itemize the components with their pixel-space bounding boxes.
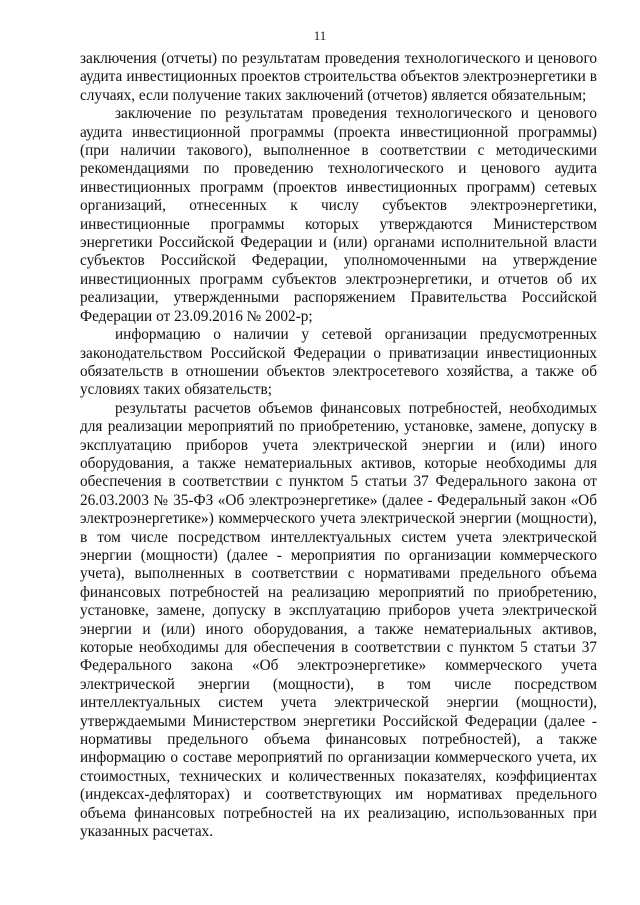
page-number: 11	[313, 28, 327, 43]
paragraph-privatization-obligations: информацию о наличии у сетевой организации предусмотренных законодательством Российской Федерации о приватизации инвестиционных обязательств в отношении объектов электросетевого хозяйства, а также об условиях таких обязательств;	[80, 326, 597, 399]
document-body	[80, 50, 597, 841]
paragraph-audit-conclusions: заключения (отчеты) по результатам проведения технологического и ценового аудита инвестиционных проектов строительства объектов электроэнергетики в случаях, если получение таких заключений (отчетов) является обязательным;	[80, 50, 597, 104]
paragraph-metering-financial-calculations: результаты расчетов объемов финансовых потребностей, необходимых для реализации мероприятий по приобретению, установке, замене, допуску в эксплуатацию приборов учета электрической энергии и (или) иного оборудования, а также нематериальных активов, которые необходимы для обеспечения в соответствии с пунктом 5 статьи 37 Федерального закона от 26.03.2003 № 35-ФЗ «Об электроэнергетике» (далее - Федеральный закон «Об электроэнергетике») коммерческого учета электрической энергии (мощности), в том числе посредством интеллектуальных систем учета электрической энергии (мощности) (далее - мероприятия по организации коммерческого учета), выполненных в соответствии с нормативами предельного объема финансовых потребностей на реализацию мероприятий по приобретению, установке, замене, допуску в эксплуатацию приборов учета электрической энергии и (или) иного оборудования, а также нематериальных активов, которые необходимы для обеспечения в соответствии с пунктом 5 статьи 37 Федерального закона «Об электроэнергетике» коммерческого учета электрической энергии (мощности), в том числе посредством интеллектуальных систем учета электрической энергии (мощности), утверждаемыми Министерством энергетики Российской Федерации (далее - нормативы предельного объема финансовых потребностей), а также информацию о составе мероприятий по организации коммерческого учета, их стоимостных, технических и количественных показателях, коэффициентах (индексах-дефляторах) и соответствующих им нормативах предельного объема финансовых потребностей на их реализацию, использованных при указанных расчетах.	[80, 399, 597, 841]
paragraph-investment-program-audit: заключение по результатам проведения технологического и ценового аудита инвестиционной программы (проекта инвестиционной программы) (при наличии такового), выполненное в соответствии с методическими рекомендациями по проведению технологического и ценового аудита инвестиционных программ (проектов инвестиционных программ) сетевых организаций, отнесенных к числу субъектов электроэнергетики, инвестиционные программы которых утверждаются Министерством энергетики Российской Федерации и (или) органами исполнительной власти субъектов Российской Федерации, уполномоченными на утверждение инвестиционных программ субъектов электроэнергетики, и отчетов об их реализации, утвержденными распоряжением Правительства Российской Федерации от 23.09.2016 № 2002-р;	[80, 105, 597, 325]
